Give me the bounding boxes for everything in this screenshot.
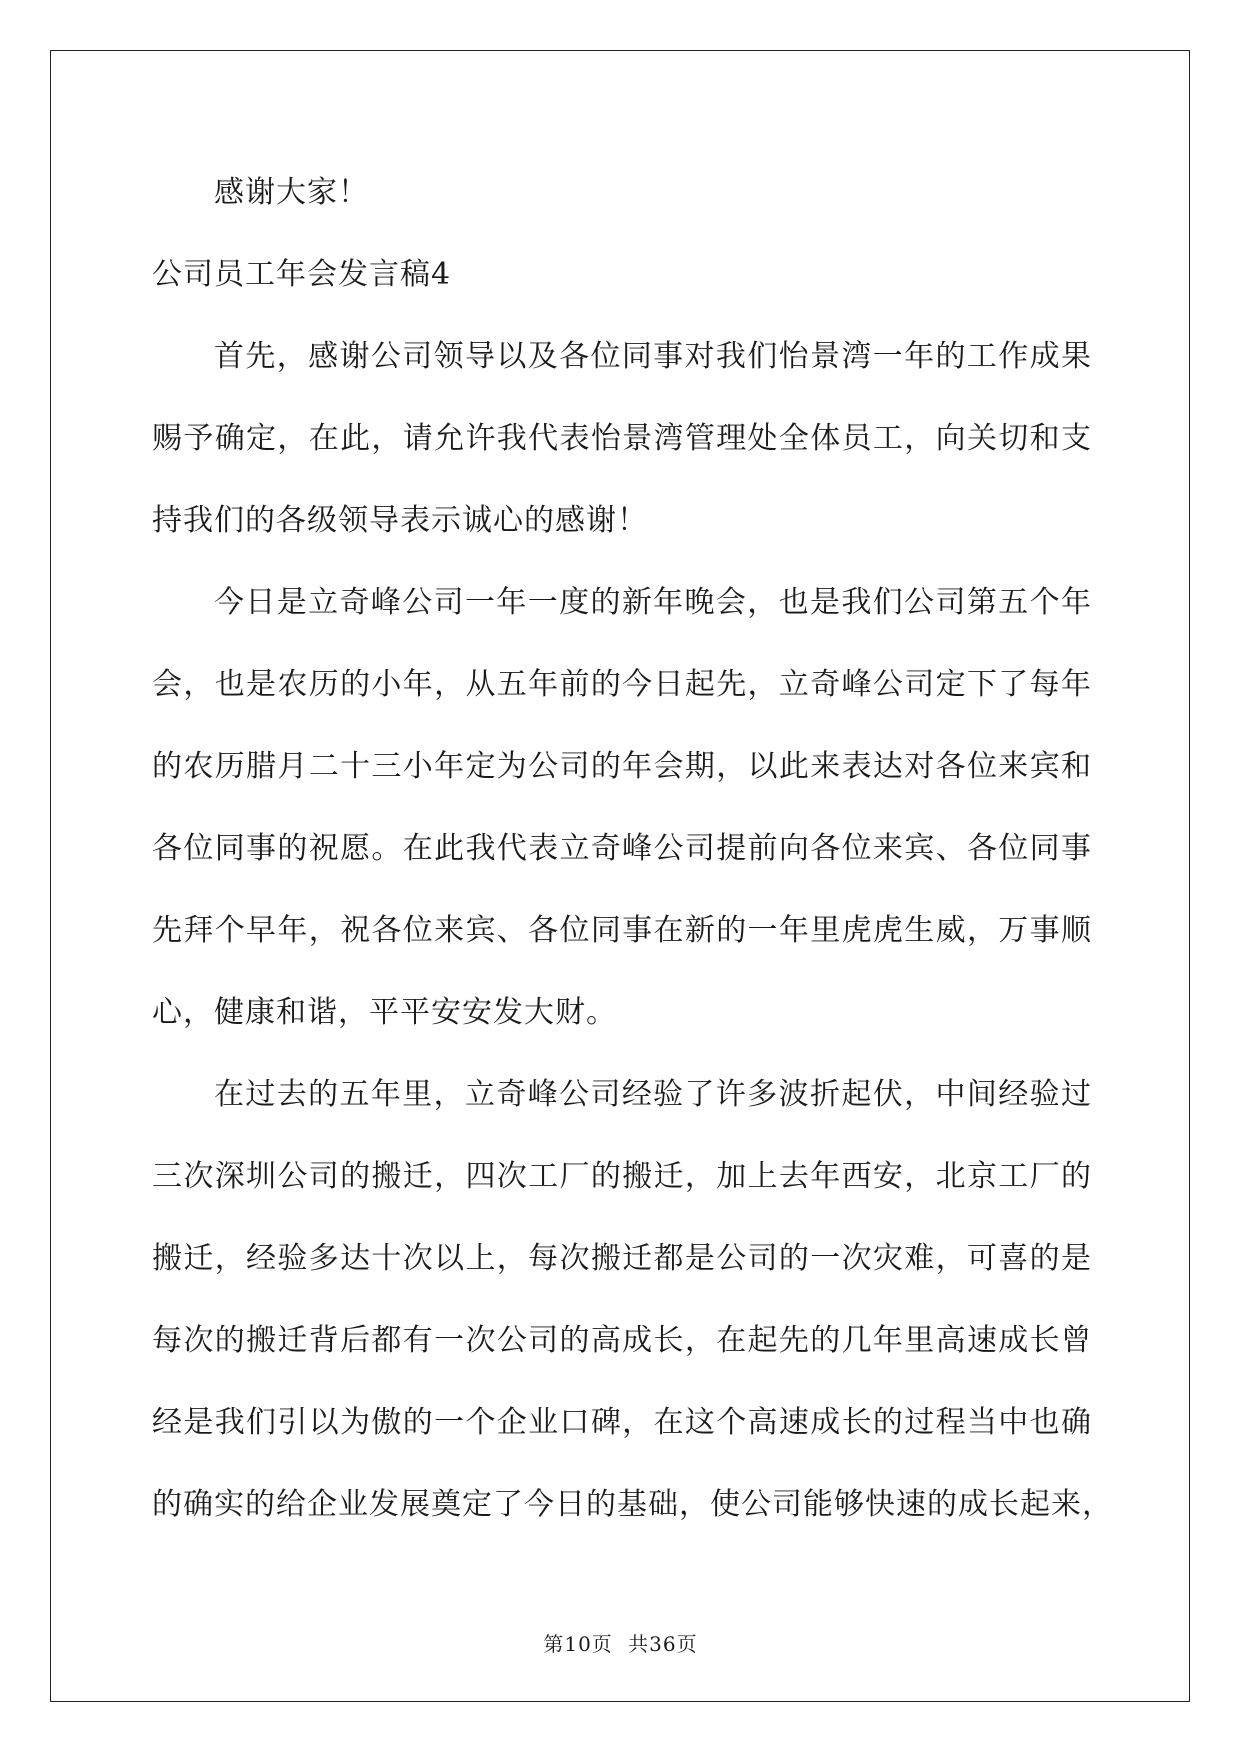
- text-line: 感谢大家！: [214, 175, 369, 210]
- text-line: 赐予确定，在此，请允许我代表怡景湾管理处全体员工，向关切和支: [152, 421, 1092, 456]
- document-body: [152, 168, 1113, 1562]
- text-line: 心，健康和谐，平平安安发大财。: [152, 995, 617, 1030]
- page-total: 共36页: [628, 1632, 698, 1656]
- text-line: 先拜个早年，祝各位来宾、各位同事在新的一年里虎虎生威，万事顺: [152, 913, 1092, 948]
- text-line: 在过去的五年里，立奇峰公司经验了许多波折起伏，中间经验过: [214, 1077, 1092, 1112]
- text-line: 的农历腊月二十三小年定为公司的年会期，以此来表达对各位来宾和: [152, 749, 1092, 784]
- text-line: 的确实的给企业发展奠定了今日的基础，使公司能够快速的成长起来，: [152, 1487, 1113, 1522]
- text-line: 各位同事的祝愿。在此我代表立奇峰公司提前向各位来宾、各位同事: [152, 831, 1092, 866]
- text-line: 每次的搬迁背后都有一次公司的高成长，在起先的几年里高速成长曾: [152, 1323, 1092, 1358]
- text-line: 三次深圳公司的搬迁，四次工厂的搬迁，加上去年西安，北京工厂的: [152, 1159, 1092, 1194]
- text-line: 持我们的各级领导表示诚心的感谢！: [152, 503, 648, 538]
- text-line: 今日是立奇峰公司一年一度的新年晚会，也是我们公司第五个年: [214, 585, 1092, 620]
- text-line: 会，也是农历的小年，从五年前的今日起先，立奇峰公司定下了每年: [152, 667, 1092, 702]
- text-line: 搬迁，经验多达十次以上，每次搬迁都是公司的一次灾难，可喜的是: [152, 1241, 1092, 1276]
- page-footer: [0, 1628, 1241, 1657]
- text-line: 首先，感谢公司领导以及各位同事对我们怡景湾一年的工作成果: [214, 339, 1092, 374]
- text-line: 经是我们引以为傲的一个企业口碑，在这个高速成长的过程当中也确: [152, 1405, 1092, 1440]
- section-heading: 公司员工年会发言稿4: [152, 257, 452, 292]
- page-number: 第10页: [543, 1632, 613, 1656]
